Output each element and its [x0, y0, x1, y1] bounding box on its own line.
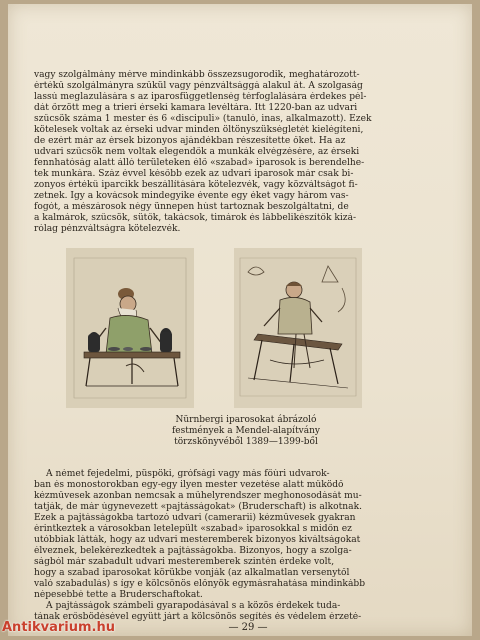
text-line: tatják, de már úgynevezett «pajtásságokat» (Bruderschaft) is alkotnak. — [34, 502, 362, 512]
text-line: Ezek a pajtásságokba tartozó udvari (camerarii) kézművesek gyakran — [34, 513, 356, 523]
text-line: lassú meglazulására s az iparosfüggetlenség térfoglalására érdekes pél- — [34, 92, 367, 102]
craftsman-at-bench-illustration — [234, 248, 362, 408]
paragraph-1 — [34, 70, 389, 235]
text-line: élveznek, belekérezkedtek a pajtásságokba. Bizonyos, hogy a szolga- — [34, 546, 352, 556]
text-line: rólag pénzváltságra kötelezvék. — [34, 224, 181, 234]
text-line: való szabadulás) s így e kölcsönös előnyök egymásrahatása mindinkább — [34, 579, 366, 589]
craftsman-at-table-illustration — [66, 248, 194, 408]
text-line: vagy szolgálmány mérve mindinkább összezsugorodik, meghatározott- — [34, 70, 360, 80]
text-line: tának erősbödésével együtt járt a kölcsönös segítés és védelem érzeté- — [34, 612, 362, 622]
text-line: érintkeztek a városokban letelepült «szabad» iparosokkal s midőn ez — [34, 524, 352, 534]
illustration-right — [234, 248, 362, 408]
text-line: A pajtásságok számbeli gyarapodásával s a közös érdekek tuda- — [46, 601, 341, 611]
text-line: zonyos értékű iparcikk beszállítására kötelezvék, vagy közváltságot fi- — [34, 180, 358, 190]
text-line: népesebbé tette a Bruderschaftokat. — [34, 590, 203, 600]
text-line: de ezért már az érsek bizonyos ajándékban részesítette őket. Ha az — [34, 136, 346, 146]
text-line: értékű szolgálmányra szűkül vagy pénzváltsággá alakul át. A szolgaság — [34, 81, 363, 91]
text-line: dát őrzött meg a trieri érseki kamara levéltára. Itt 1220-ban az udvari — [34, 103, 358, 113]
text-line: szűcsök száma 1 mester és 6 «discipuli» (tanuló, inas, alkalmazott). Ezek — [34, 114, 372, 124]
book-page — [8, 4, 472, 636]
text-line: ságból már szabadult udvari mesteremberek szintén érdeke volt, — [34, 557, 335, 567]
text-line: utóbbiak látták, hogy az udvari mesteremberek bizonyos kiváltságokat — [34, 535, 361, 545]
text-line: fogót, a mészárosok négy ünnepen húst tartoznak beszolgáltatni, de — [34, 202, 349, 212]
text-line: zetnek. Így a kovácsok mindegyike évente egy éket vagy három vas- — [34, 191, 349, 201]
text-line: hogy a szabad iparosokat körükbe vonják (az alkalmatlan versenytől — [34, 568, 350, 578]
text-line: kézművesek azonban nemcsak a műhelyrendszer meghonosodását mu- — [34, 491, 362, 501]
text-line: a kalmárok, szűcsök, sütők, takácsok, timárok és lábbelikészítők kizá- — [34, 213, 357, 223]
page-number: — 29 — — [228, 622, 268, 633]
caption-line: törzskönyvéből 1389—1399-ből — [174, 437, 318, 447]
text-line: tek munkára. Száz évvel később ezek az udvari iparosok már csak bi- — [34, 169, 354, 179]
text-line: A német fejedelmi, püspöki, grófsági vagy más főúri udvarok- — [46, 469, 330, 479]
illustration-left — [66, 248, 194, 408]
text-line: udvari szűcsök nem voltak elegendők a munkák elvégzésére, az érseki — [34, 147, 360, 157]
watermark-logo: Antikvarium.hu — [2, 620, 115, 635]
figure-caption — [146, 415, 346, 448]
text-line: kötelesek voltak az érseki udvar minden öltönyszükségletét kielégíteni, — [34, 125, 364, 135]
text-line: fennhatóság alatt álló területeken élő «szabad» iparosok is berendelhe- — [34, 158, 365, 168]
paragraph-2 — [34, 469, 389, 623]
caption-line: Nürnbergi iparosokat ábrázoló — [175, 415, 317, 425]
caption-line: festmények a Mendel-alapítvány — [171, 426, 321, 436]
text-line: ban és monostorokban egy-egy ilyen mester vezetése alatt működő — [34, 480, 344, 490]
